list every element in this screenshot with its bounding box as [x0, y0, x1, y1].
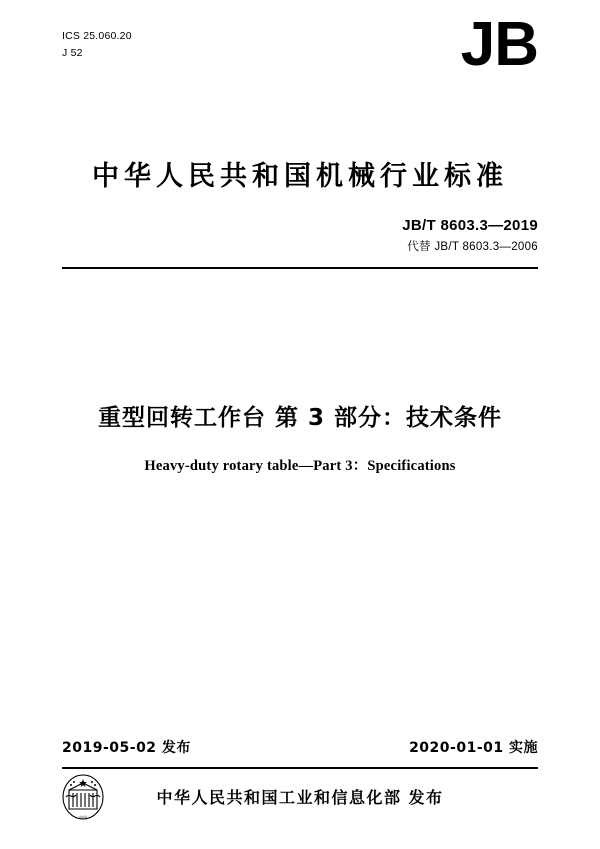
dates-row [62, 737, 538, 757]
standard-title: 中华人民共和国机械行业标准 [92, 161, 508, 192]
issuer-row [62, 773, 538, 821]
effective-date: 2020-01-01 实施 [409, 740, 538, 756]
document-title-en: Heavy-duty rotary table—Part 3：Specifications [144, 458, 456, 475]
standard-number-block [62, 215, 538, 255]
footer-divider [62, 767, 538, 769]
header-top [62, 0, 538, 148]
standard-replaces: 代替 JB/T 8603.3—2006 [407, 240, 538, 253]
document-title-zh: 重型回转工作台 第 3 部分：技术条件 [97, 405, 503, 432]
national-emblem-icon [60, 773, 106, 821]
header-divider [62, 267, 538, 269]
svg-text:中国: 中国 [79, 815, 87, 820]
ics-code: ICS 25.060.20 [62, 30, 132, 42]
jb-logo: JB [460, 10, 538, 79]
issue-date: 2019-05-02 发布 [62, 740, 191, 756]
issuer-name: 中华人民共和国工业和信息化部 发布 [156, 788, 444, 807]
classification-code: J 52 [62, 47, 83, 59]
standard-number: JB/T 8603.3—2019 [402, 217, 538, 234]
